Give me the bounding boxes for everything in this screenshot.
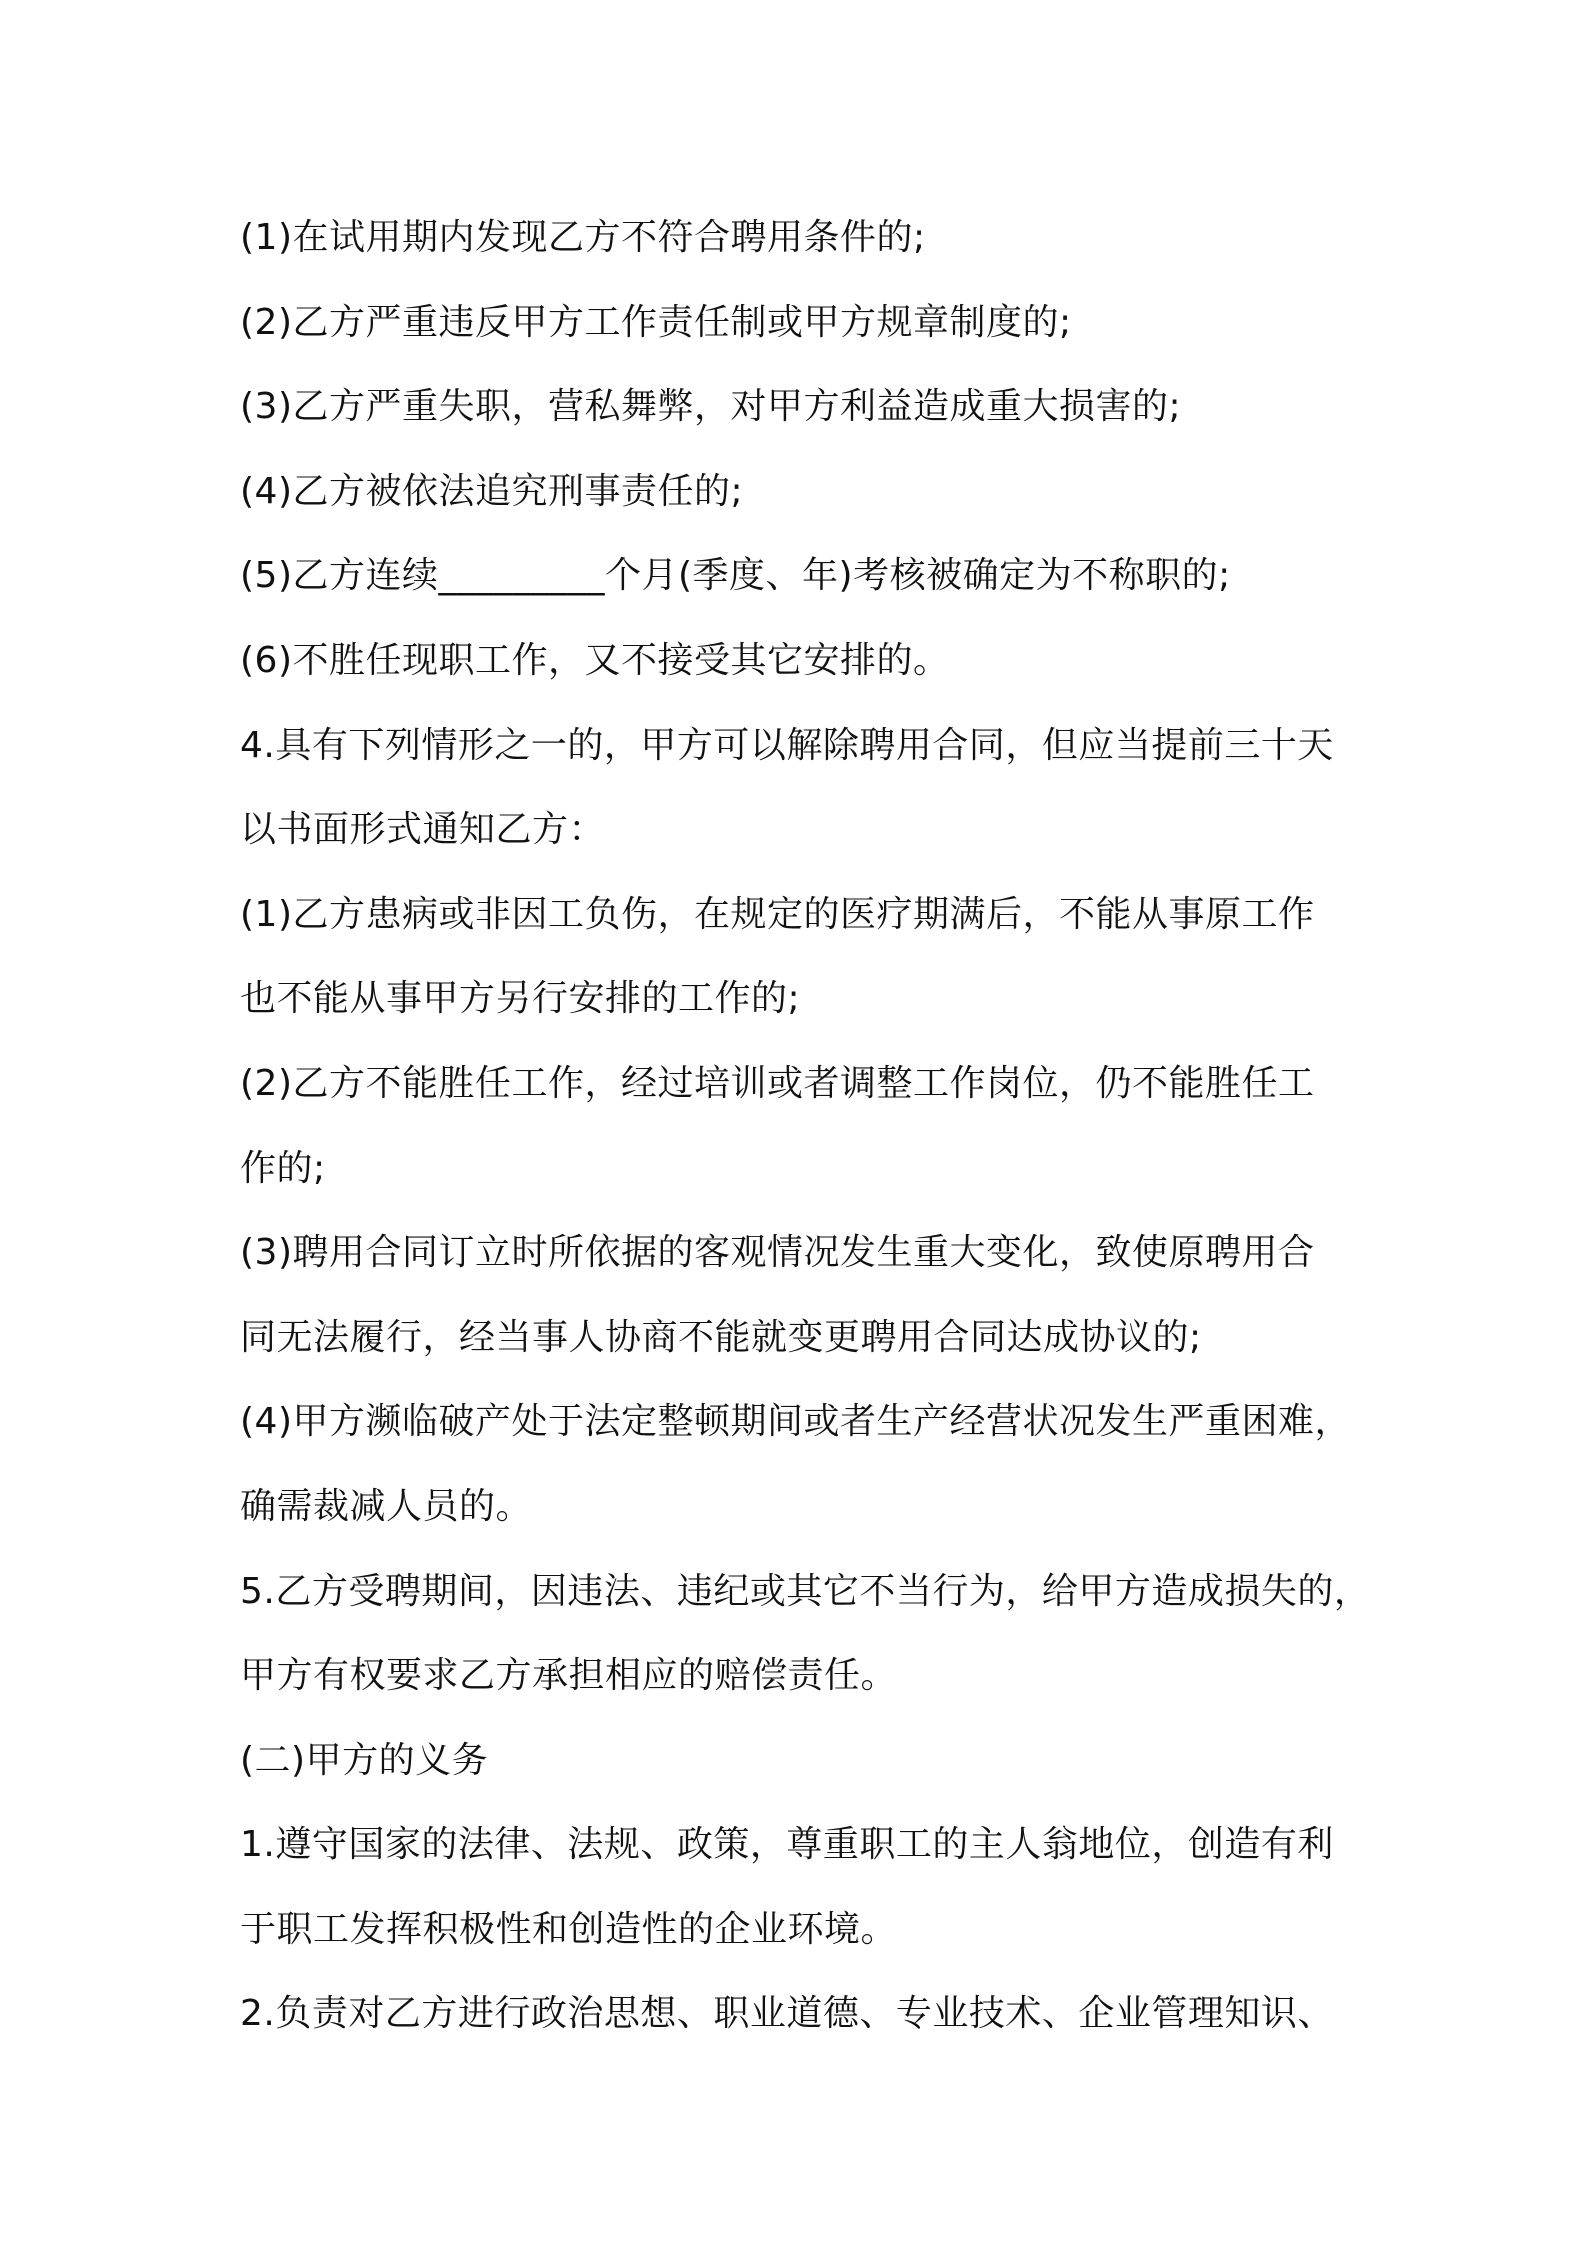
text-line: 确需裁减人员的。 [240, 1485, 533, 1527]
text-line: (3)乙方严重失职，营私舞弊，对甲方利益造成重大损害的; [240, 386, 1182, 428]
text-line: 于职工发挥积极性和创造性的企业环境。 [240, 1908, 898, 1950]
text-line: 2.负责对乙方进行政治思想、职业道德、专业技术、企业管理知识、 [240, 1993, 1334, 2035]
section-heading: (二)甲方的义务 [240, 1739, 489, 1781]
text-line: (3)聘用合同订立时所依据的客观情况发生重大变化，致使原聘用合 [240, 1232, 1315, 1274]
text-line: (2)乙方严重违反甲方工作责任制或甲方规章制度的; [240, 301, 1072, 343]
text-line: 4.具有下列情形之一的，甲方可以解除聘用合同，但应当提前三十天 [240, 724, 1334, 766]
text-line: (1)在试用期内发现乙方不符合聘用条件的; [240, 217, 926, 258]
text-line: 甲方有权要求乙方承担相应的赔偿责任。 [240, 1655, 898, 1697]
text-line: (4)乙方被依法追究刑事责任的; [240, 470, 744, 512]
text-line: 作的; [240, 1147, 326, 1189]
text-line: 以书面形式通知乙方： [240, 809, 606, 851]
text-line: 同无法履行，经当事人协商不能就变更聘用合同达成协议的; [240, 1316, 1202, 1358]
text-line: 也不能从事甲方另行安排的工作的; [240, 978, 801, 1020]
text-line: (4)甲方濒临破产处于法定整顿期间或者生产经营状况发生严重困难， [240, 1401, 1351, 1443]
text-line: 1.遵守国家的法律、法规、政策，尊重职工的主人翁地位，创造有利 [240, 1824, 1334, 1866]
text-line: (2)乙方不能胜任工作，经过培训或者调整工作岗位，仍不能胜任工 [240, 1062, 1315, 1104]
text-line: 5.乙方受聘期间，因违法、违纪或其它不当行为，给甲方造成损失的， [240, 1570, 1371, 1612]
text-line: (6)不胜任现职工作，又不接受其它安排的。 [240, 639, 950, 681]
text-line: (5)乙方连续_________个月(季度、年)考核被确定为不称职的; [240, 555, 1231, 597]
text-line: (1)乙方患病或非因工负伤，在规定的医疗期满后，不能从事原工作 [240, 893, 1315, 935]
contract-text-block [240, 196, 1370, 2057]
